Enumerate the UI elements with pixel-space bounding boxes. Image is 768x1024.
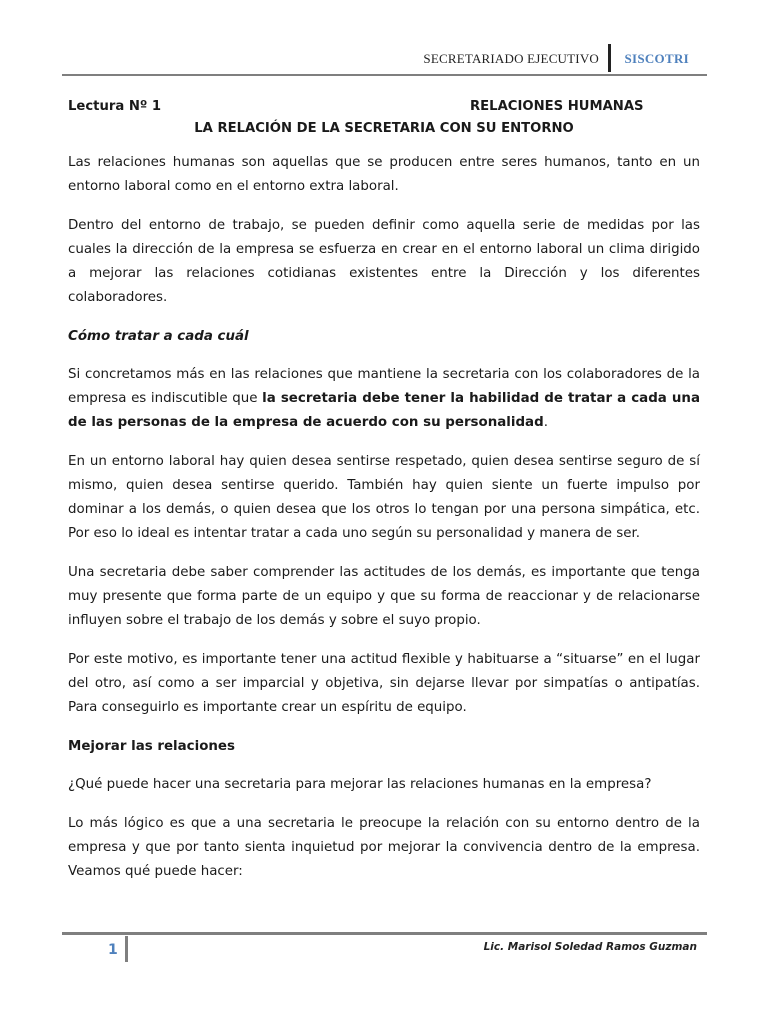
lectura-label: Lectura Nº 1 <box>68 99 162 114</box>
paragraph-3 <box>68 363 700 435</box>
paragraph-3-emphasis: la secretaria debe tener la habilidad de tratar a cada una de las personas de la empresa de acuerdo con su personalidad <box>68 391 700 430</box>
header-brand: SISCOTRI <box>624 51 689 66</box>
paragraph-4: En un entorno laboral hay quien desea sentirse respetado, quien desea sentirse seguro de sí mismo, quien desea sentirse querido. También hay quien siente un fuerte impulso por dominar a los demás, o quien desea que los otros lo tengan por una persona simpática, etc. Por eso lo ideal es intentar tratar a cada uno según su personalidad y manera de ser. <box>68 454 700 541</box>
footer-author: Lic. Marisol Soledad Ramos Guzman <box>483 941 697 953</box>
paragraph-3-end: . <box>543 415 548 430</box>
page-header <box>62 40 707 78</box>
paragraph-2: Dentro del entorno de trabajo, se pueden definir como aquella serie de medidas por las cuales la dirección de la empresa se esfuerza en crear en el entorno laboral un clima dirigido a mejorar las relaciones cotidianas existentes entre la Dirección y los diferentes colaboradores. <box>68 218 700 305</box>
paragraph-3-intro: Si concretamos más en las relaciones que mantiene la secretaria con los colaboradores de la empresa es indiscutible que <box>68 367 700 406</box>
footer-separator <box>125 936 128 962</box>
header-rule <box>62 74 707 76</box>
page-footer <box>62 932 707 972</box>
document-title: LA RELACIÓN DE LA SECRETARIA CON SU ENTORNO <box>194 121 574 136</box>
document-body <box>68 95 700 899</box>
header-separator <box>608 44 611 72</box>
paragraph-7: ¿Qué puede hacer una secretaria para mejorar las relaciones humanas en la empresa? <box>68 777 652 792</box>
subheading-como-tratar: Cómo tratar a cada cuál <box>68 329 249 344</box>
paragraph-1: Las relaciones humanas son aquellas que se producen entre seres humanos, tanto en un entorno laboral como en el entorno extra laboral. <box>68 155 700 194</box>
subheading-mejorar: Mejorar las relaciones <box>68 739 235 754</box>
footer-rule <box>62 932 707 935</box>
paragraph-5: Una secretaria debe saber comprender las actitudes de los demás, es importante que tenga muy presente que forma parte de un equipo y que su forma de reaccionar y de relacionarse influyen sobre el trabajo de los demás y sobre el suyo propio. <box>68 565 700 628</box>
paragraph-8: Lo más lógico es que a una secretaria le preocupe la relación con su entorno dentro de la empresa y que por tanto sienta inquietud por mejorar la convivencia dentro de la empresa. Veamos qué puede hacer: <box>68 816 700 879</box>
header-title: SECRETARIADO EJECUTIVO <box>423 51 599 66</box>
paragraph-6: Por este motivo, es importante tener una actitud flexible y habituarse a “situarse” en el lugar del otro, así como a ser imparcial y objetiva, sin dejarse llevar por simpatías o antipatías. Para conseguirlo es importante crear un espíritu de equipo. <box>68 652 700 715</box>
page-number: 1 <box>108 942 118 958</box>
lectura-row <box>68 95 700 115</box>
lectura-topic: RELACIONES HUMANAS <box>470 99 644 114</box>
